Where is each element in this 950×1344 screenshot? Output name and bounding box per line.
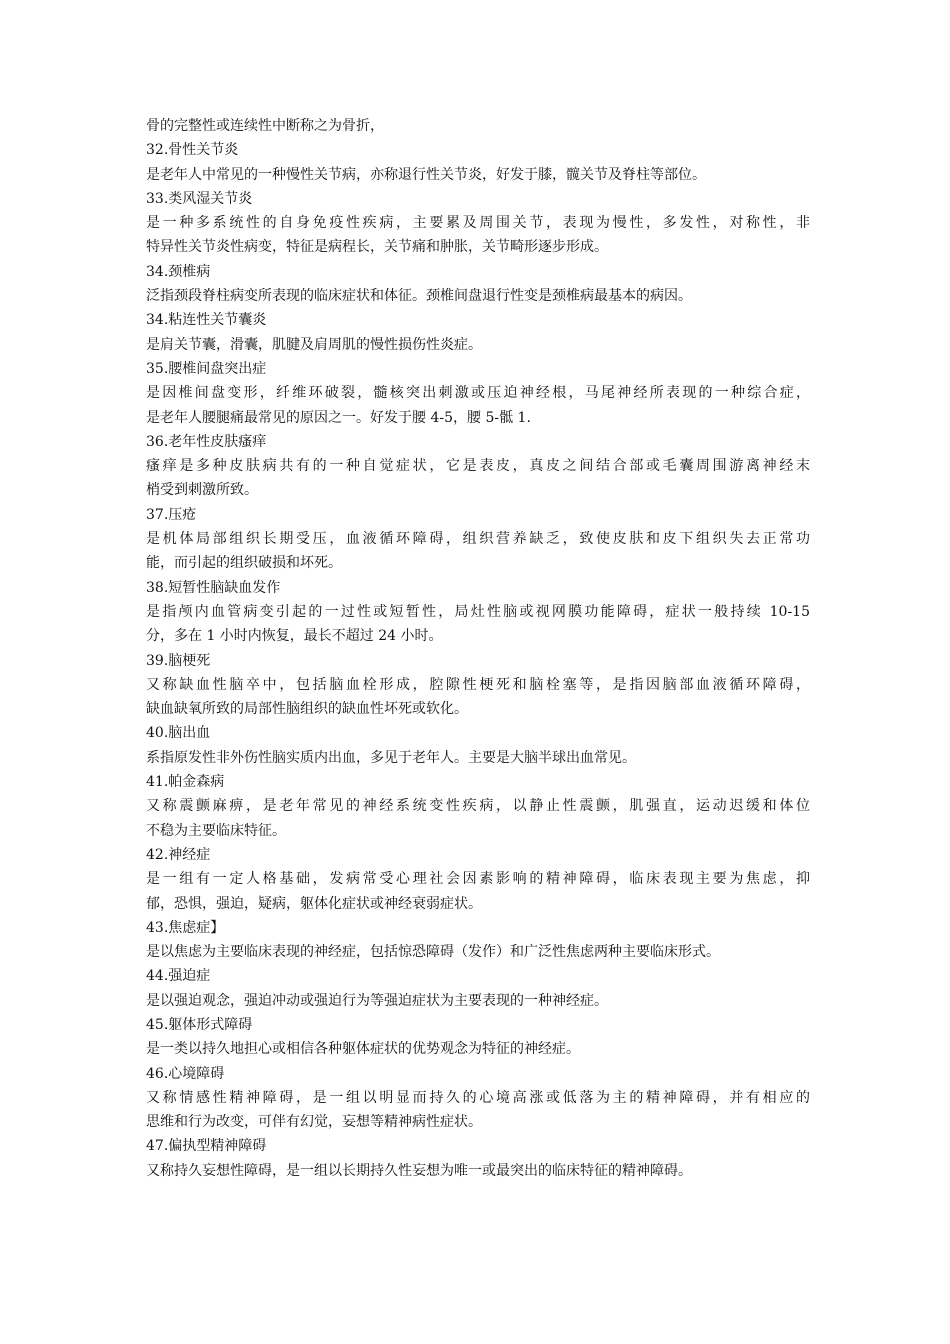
- definition-line: 缺血缺氧所致的局部性脑组织的缺血性坏死或软化。: [146, 701, 468, 718]
- glossary-entry: [146, 916, 810, 965]
- entry-term: 46.心境障碍: [146, 1065, 225, 1082]
- glossary-entry: [146, 964, 810, 1013]
- glossary-entry: [146, 649, 810, 722]
- definition-line: 是肩关节囊，滑囊，肌腱及肩周肌的慢性损伤性炎症。: [146, 336, 482, 353]
- entry-definition: [146, 867, 810, 916]
- glossary-entry: [146, 260, 810, 309]
- glossary-entry: [146, 430, 810, 503]
- definition-line: 是一类以持久地担心或相信各种躯体症状的优势观念为特征的神经症。: [146, 1041, 580, 1058]
- entry-definition: [146, 454, 810, 503]
- definition-line: 系指原发性非外伤性脑实质内出血，多见于老年人。主要是大脑半球出血常见。: [146, 749, 636, 766]
- definition-line: 泛指颈段脊柱病变所表现的临床症状和体征。颈椎间盘退行性变是颈椎病最基本的病因。: [146, 288, 692, 305]
- entry-term: 38.短暂性脑缺血发作: [146, 579, 281, 596]
- entry-term: 36.老年性皮肤瘙痒: [146, 433, 267, 450]
- entry-definition: [146, 163, 810, 187]
- glossary-entry: [146, 843, 810, 916]
- glossary-entry: [146, 138, 810, 187]
- entry-definition: [146, 794, 810, 843]
- glossary-entry: [146, 308, 810, 357]
- entry-definition: [146, 746, 810, 770]
- definition-line: 又称情感性精神障碍，是一组以明显而持久的心境高涨或低落为主的精神障碍，并有相应的: [146, 1089, 810, 1106]
- entry-definition: [146, 211, 810, 260]
- glossary-entry: [146, 503, 810, 576]
- glossary-entry: [146, 721, 810, 770]
- entry-term: 35.腰椎间盘突出症: [146, 360, 267, 377]
- entry-term: 34.颈椎病: [146, 263, 211, 280]
- definition-line: 又称缺血性脑卒中，包括脑血栓形成，腔隙性梗死和脑栓塞等，是指因脑部血液循环障碍，: [146, 676, 810, 693]
- definition-line: 是机体局部组织长期受压，血液循环障碍，组织营养缺乏，致使皮肤和皮下组织失去正常功: [146, 531, 810, 548]
- definition-line: 又称震颤麻痹，是老年常见的神经系统变性疾病，以静止性震颤，肌强直，运动迟缓和体位: [146, 798, 810, 815]
- definition-line: 不稳为主要临床特征。: [146, 822, 286, 839]
- entry-definition: [146, 381, 810, 430]
- entry-definition: [146, 1159, 810, 1183]
- definition-line: 瘙痒是多种皮肤病共有的一种自觉症状，它是表皮，真皮之间结合部或毛囊周围游离神经末: [146, 458, 810, 475]
- definition-line: 是一种多系统性的自身免疫性疾病，主要累及周围关节，表现为慢性，多发性，对称性，非: [146, 215, 810, 232]
- definition-line: 是因椎间盘变形，纤维环破裂，髓核突出刺激或压迫神经根，马尾神经所表现的一种综合症，: [146, 385, 810, 402]
- entry-definition: [146, 527, 810, 576]
- entry-definition: [146, 284, 810, 308]
- entry-term: 44.强迫症: [146, 968, 211, 985]
- entry-term: 39.脑梗死: [146, 652, 211, 669]
- intro-line: 骨的完整性或连续性中断称之为骨折，: [146, 118, 384, 134]
- entry-term: 37.压疮: [146, 506, 197, 523]
- entry-definition: [146, 989, 810, 1013]
- glossary-entry: [146, 357, 810, 430]
- entry-term: 43.焦虑症】: [146, 919, 225, 936]
- entry-term: 42.神经症: [146, 846, 211, 863]
- definition-line: 是指颅内血管病变引起的一过性或短暂性，局灶性脑或视网膜功能障碍，症状一般持续 10-15: [146, 603, 810, 620]
- definition-line: 又称持久妄想性障碍，是一组以长期持久性妄想为唯一或最突出的临床特征的精神障碍。: [146, 1162, 692, 1179]
- entry-definition: [146, 333, 810, 357]
- definition-line: 能，而引起的组织破损和坏死。: [146, 555, 342, 572]
- glossary-entry: [146, 1013, 810, 1062]
- entry-definition: [146, 1086, 810, 1135]
- entry-term: 47.偏执型精神障碍: [146, 1138, 267, 1155]
- glossary-entry: [146, 1062, 810, 1135]
- entry-definition: [146, 600, 810, 649]
- glossary-entry: [146, 770, 810, 843]
- glossary-entry: [146, 1134, 810, 1183]
- entry-definition: [146, 673, 810, 722]
- definition-line: 是老年人腰腿痛最常见的原因之一。好发于腰 4-5，腰 5-骶 1.: [146, 409, 531, 426]
- entry-term: 40.脑出血: [146, 725, 211, 742]
- entry-definition: [146, 940, 810, 964]
- definition-line: 梢受到刺激所致。: [146, 482, 258, 499]
- definition-line: 分，多在 1 小时内恢复，最长不超过 24 小时。: [146, 628, 443, 645]
- glossary-entry: [146, 576, 810, 649]
- definition-line: 是一组有一定人格基础，发病常受心理社会因素影响的精神障碍，临床表现主要为焦虑，抑: [146, 871, 810, 888]
- entry-term: 34.粘连性关节囊炎: [146, 312, 267, 329]
- definition-line: 郁，恐惧，强迫，疑病，躯体化症状或神经衰弱症状。: [146, 895, 482, 912]
- entry-term: 45.躯体形式障碍: [146, 1016, 253, 1033]
- entry-term: 33.类风湿关节炎: [146, 190, 253, 207]
- definition-line: 是老年人中常见的一种慢性关节病，亦称退行性关节炎，好发于膝，髋关节及脊柱等部位。: [146, 166, 706, 183]
- entry-term: 41.帕金森病: [146, 774, 225, 791]
- definition-line: 是以强迫观念，强迫冲动或强迫行为等强迫症状为主要表现的一种神经症。: [146, 992, 608, 1009]
- definition-line: 特异性关节炎性病变，特征是病程长，关节痛和肿胀，关节畸形逐步形成。: [146, 239, 608, 256]
- definition-line: 是以焦虑为主要临床表现的神经症，包括惊恐障碍（发作）和广泛性焦虑两种主要临床形式。: [146, 944, 720, 961]
- definition-line: 思维和行为改变，可伴有幻觉，妄想等精神病性症状。: [146, 1114, 482, 1131]
- entry-definition: [146, 1037, 810, 1061]
- glossary-entry: [146, 187, 810, 260]
- entry-term: 32.骨性关节炎: [146, 142, 239, 159]
- document-body: [146, 114, 810, 1183]
